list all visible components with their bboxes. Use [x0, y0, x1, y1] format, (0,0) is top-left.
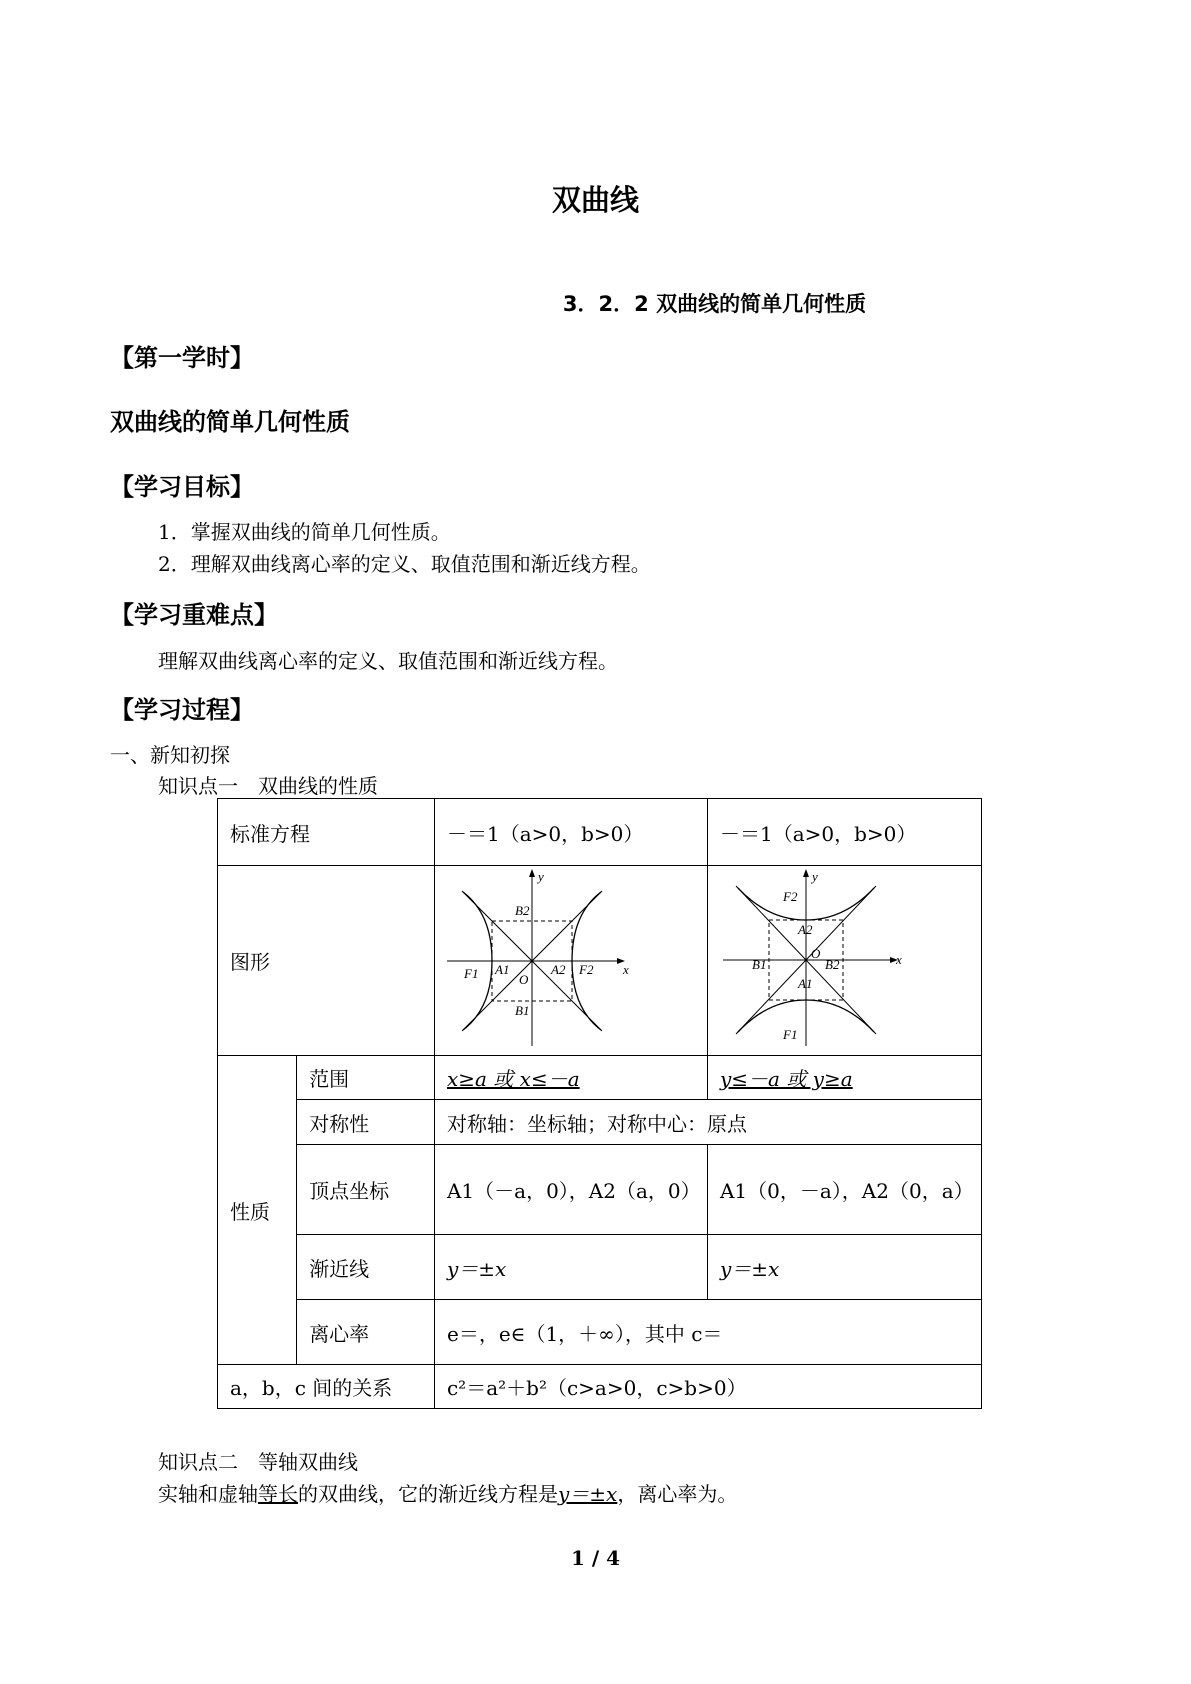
hyperbola-horizontal-graph [435, 866, 707, 1055]
hyperbola-vertical-graph [708, 866, 981, 1055]
std-eq-2: －＝1（a>0，b>0） [707, 799, 981, 866]
label-f1: F1 [782, 1027, 798, 1042]
properties-table [217, 798, 982, 1409]
label-a1: A1 [494, 962, 510, 977]
kp2-text-after: ，离心率为。 [617, 1482, 738, 1506]
part1-heading: 一、新知初探 [110, 743, 230, 767]
eccentricity-label: 离心率 [297, 1300, 435, 1365]
std-eq-label: 标准方程 [218, 799, 435, 866]
page-number: 1 / 4 [570, 1546, 621, 1570]
vertex-1: A1（－a，0），A2（a，0） [434, 1145, 707, 1235]
x-axis-label: x [622, 962, 629, 977]
kp2-text-before: 实轴和虚轴 [158, 1482, 258, 1506]
process-heading: 【学习过程】 [110, 696, 254, 724]
label-f1: F1 [463, 966, 479, 981]
section-title: 3．2．2 双曲线的简单几何性质 [562, 292, 867, 316]
label-a1: A1 [797, 976, 813, 991]
kp1-heading: 知识点一 双曲线的性质 [158, 774, 378, 798]
graph-label: 图形 [218, 866, 435, 1056]
graph-cell-2 [707, 866, 981, 1056]
kp2-text-asymptote: y＝±x [558, 1482, 618, 1506]
label-origin: O [518, 972, 529, 987]
graph-cell-1 [434, 866, 707, 1056]
label-b2: B2 [824, 957, 840, 972]
relation-value: c²＝a²＋b²（c>a>0，c>b>0） [434, 1365, 981, 1409]
lesson-label: 【第一学时】 [110, 344, 254, 372]
y-axis-label: y [537, 869, 544, 884]
kp2-text-mid: 的双曲线，它的渐近线方程是 [298, 1482, 558, 1506]
objectives-heading: 【学习目标】 [110, 473, 254, 501]
label-f2: F2 [782, 889, 798, 904]
label-b1: B1 [751, 957, 767, 972]
symmetry-label: 对称性 [297, 1100, 435, 1145]
label-origin: O [810, 946, 821, 961]
label-a2: A2 [550, 962, 566, 977]
eccentricity-value: e＝，e∈（1，＋∞），其中 c＝ [434, 1300, 981, 1365]
range-label: 范围 [297, 1056, 435, 1100]
relation-label: a，b，c 间的关系 [218, 1365, 435, 1409]
range-2: y≤－a 或 y≥a [707, 1056, 981, 1100]
kp2-text-equal-length: 等长 [258, 1482, 298, 1506]
x-axis-label: x [895, 952, 902, 967]
label-b2: B2 [514, 903, 530, 918]
lesson-topic: 双曲线的简单几何性质 [110, 408, 350, 436]
vertex-label: 顶点坐标 [297, 1145, 435, 1235]
y-axis-label: y [811, 869, 818, 884]
std-eq-1: －＝1（a>0，b>0） [434, 799, 707, 866]
asymptote-2: y＝±x [707, 1235, 981, 1300]
objective-item: 2．理解双曲线离心率的定义、取值范围和渐近线方程。 [158, 552, 651, 576]
label-f2: F2 [578, 962, 594, 977]
kp2-text [158, 1478, 737, 1507]
objective-item: 1．掌握双曲线的简单几何性质。 [158, 520, 451, 544]
kp2-heading: 知识点二 等轴双曲线 [158, 1450, 358, 1474]
asymptote-label: 渐近线 [297, 1235, 435, 1300]
asymptote-1: y＝±x [434, 1235, 707, 1300]
key-points-heading: 【学习重难点】 [110, 601, 278, 629]
symmetry-value: 对称轴：坐标轴；对称中心：原点 [434, 1100, 981, 1145]
label-b1: B1 [514, 1003, 530, 1018]
label-a2: A2 [797, 922, 813, 937]
key-points-text: 理解双曲线离心率的定义、取值范围和渐近线方程。 [158, 649, 618, 673]
properties-label: 性质 [218, 1056, 297, 1365]
vertex-2: A1（0，－a），A2（0，a） [707, 1145, 981, 1235]
page-title: 双曲线 [551, 183, 639, 217]
range-1: x≥a 或 x≤－a [434, 1056, 707, 1100]
